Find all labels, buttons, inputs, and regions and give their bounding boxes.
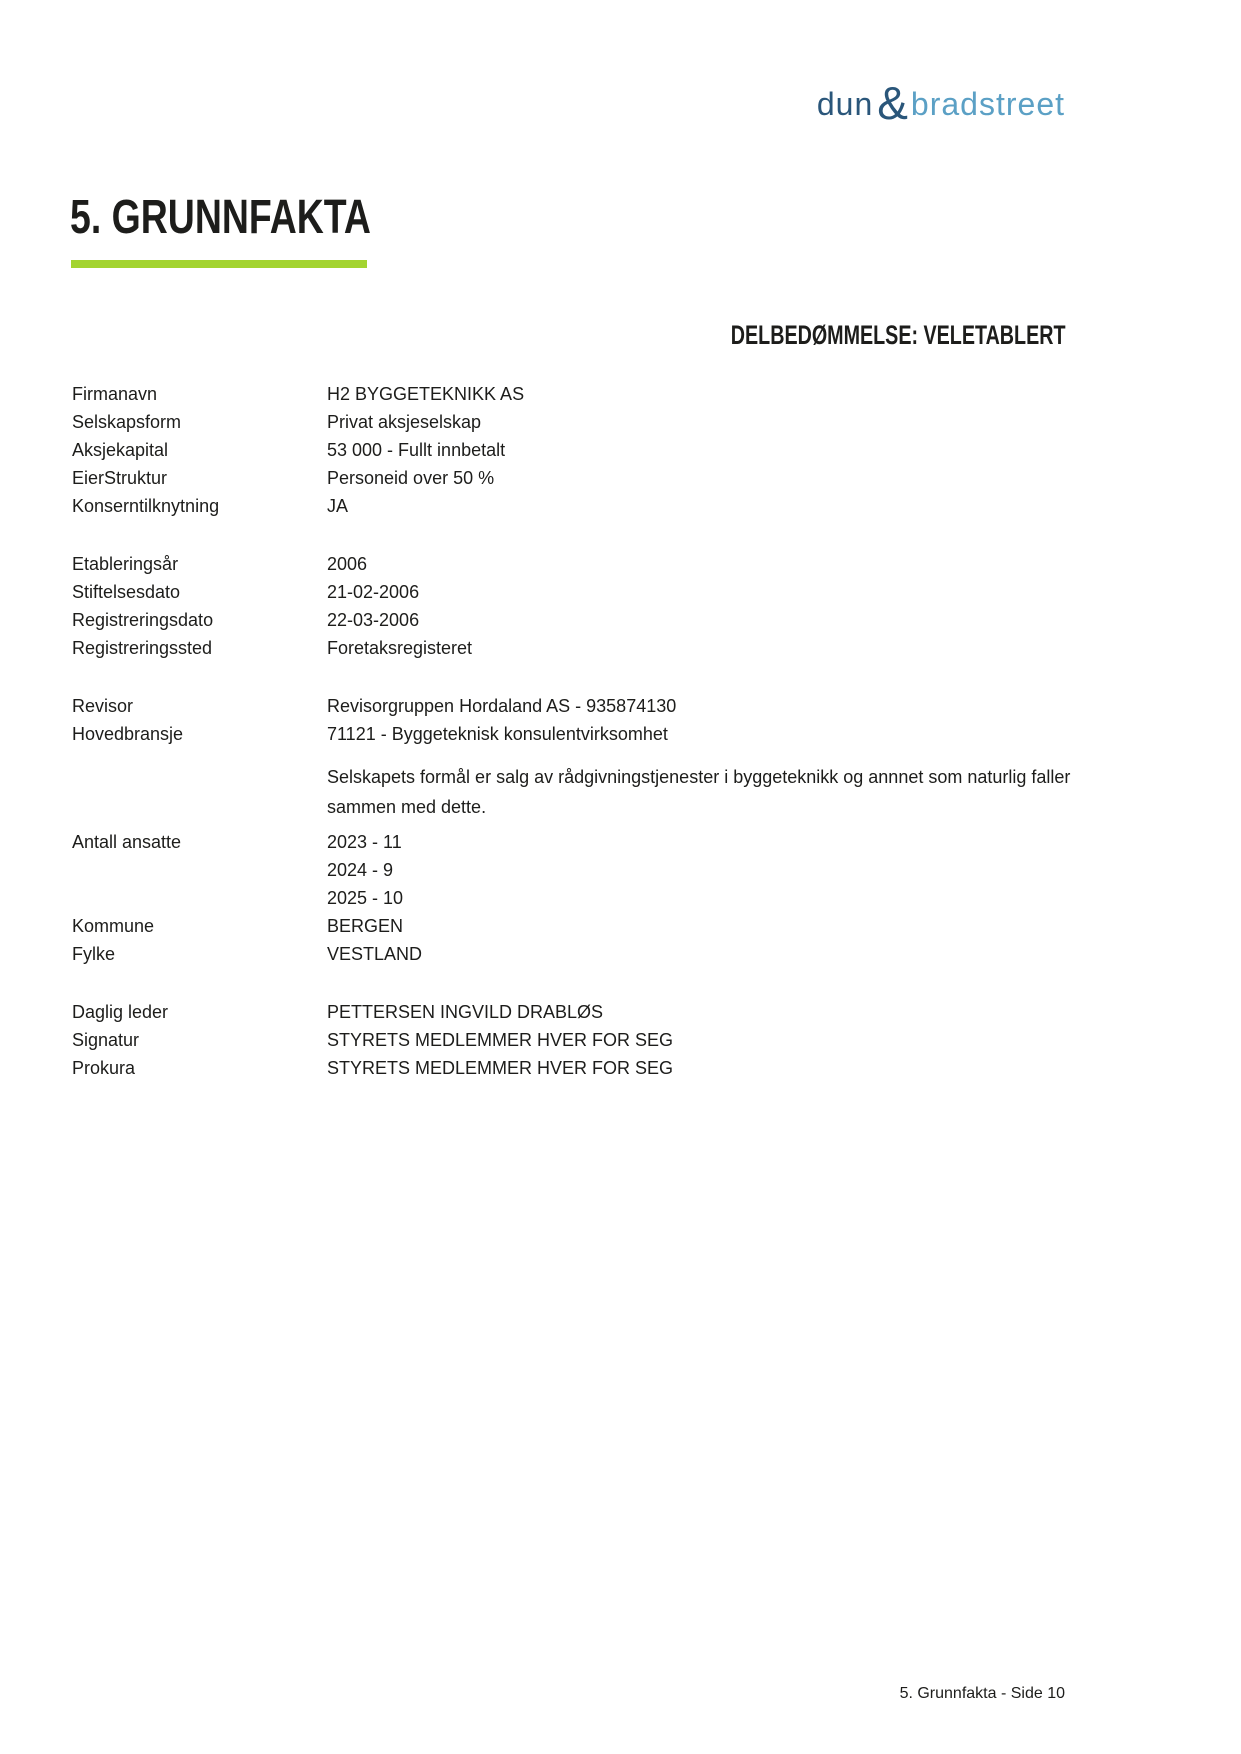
fact-value: Privat aksjeselskap xyxy=(327,412,482,432)
fact-row xyxy=(72,692,1072,720)
fact-value: STYRETS MEDLEMMER HVER FOR SEG xyxy=(327,1058,674,1078)
fact-row xyxy=(72,550,1072,578)
fact-group-business xyxy=(72,692,1072,968)
fact-value: VESTLAND xyxy=(327,944,423,964)
fact-group-company xyxy=(72,380,1072,520)
fact-value: 53 000 - Fullt innbetalt xyxy=(327,440,506,460)
fact-row xyxy=(72,436,1072,464)
fact-value: H2 BYGGETEKNIKK AS xyxy=(327,384,525,404)
fact-label: Stiftelsesdato xyxy=(72,582,181,602)
fact-value: Personeid over 50 % xyxy=(327,468,495,488)
fact-value: Revisorgruppen Hordaland AS - 935874130 xyxy=(327,696,677,716)
fact-label: Prokura xyxy=(72,1058,136,1078)
fact-value: 2006 xyxy=(327,554,368,574)
fact-label: Antall ansatte xyxy=(72,832,182,852)
fact-row xyxy=(72,912,1072,940)
fact-label: Daglig leder xyxy=(72,1002,169,1022)
fact-row xyxy=(72,634,1072,662)
facts-table xyxy=(72,380,1072,1082)
fact-row xyxy=(72,828,1072,912)
fact-label: Hovedbransje xyxy=(72,724,184,744)
fact-row xyxy=(72,492,1072,520)
fact-value: JA xyxy=(327,496,349,516)
employee-count-line: 2023 - 11 xyxy=(327,832,402,852)
fact-row xyxy=(72,720,1072,748)
fact-value: 71121 - Byggeteknisk konsulentvirksomhet xyxy=(327,724,668,744)
dun-bradstreet-logo xyxy=(816,76,1065,129)
fact-label: Firmanavn xyxy=(72,384,158,404)
fact-label: Konserntilknytning xyxy=(72,496,220,516)
fact-label: Signatur xyxy=(72,1030,140,1050)
subassessment-heading: DELBEDØMMELSE: VELETABLERT xyxy=(730,320,1065,350)
fact-label: Etableringsår xyxy=(72,554,179,574)
fact-value: PETTERSEN INGVILD DRABLØS xyxy=(327,1002,604,1022)
page-title: 5. GRUNNFAKTA xyxy=(70,191,371,244)
fact-label: Selskapsform xyxy=(72,412,182,432)
fact-label: Kommune xyxy=(72,916,155,936)
fact-row xyxy=(72,464,1072,492)
fact-row xyxy=(72,998,1072,1026)
fact-label: EierStruktur xyxy=(72,468,168,488)
company-purpose-text: Selskapets formål er salg av rådgivningstjenester i byggeteknikk og annnet som naturlig faller sammen med dette. xyxy=(327,767,1071,817)
fact-group-registration xyxy=(72,550,1072,662)
fact-value: Foretaksregisteret xyxy=(327,638,473,658)
fact-label: Aksjekapital xyxy=(72,440,169,460)
fact-label: Registreringsdato xyxy=(72,610,214,630)
fact-value: 21-02-2006 xyxy=(327,582,420,602)
logo-word-dun: dun xyxy=(816,86,874,122)
fact-value: 22-03-2006 xyxy=(327,610,420,630)
fact-row xyxy=(72,408,1072,436)
fact-label: Registreringssted xyxy=(72,638,213,658)
fact-row xyxy=(72,606,1072,634)
fact-value: STYRETS MEDLEMMER HVER FOR SEG xyxy=(327,1030,674,1050)
ampersand-icon: & xyxy=(877,77,909,129)
fact-value-employees xyxy=(327,828,1072,912)
fact-row xyxy=(72,578,1072,606)
employee-count-line: 2024 - 9 xyxy=(327,860,394,880)
fact-row xyxy=(72,1054,1072,1082)
employee-count-line: 2025 - 10 xyxy=(327,888,404,908)
fact-label: Fylke xyxy=(72,944,116,964)
fact-row xyxy=(72,1026,1072,1054)
page-footer-label: 5. Grunnfakta - Side 10 xyxy=(899,1685,1065,1702)
fact-row xyxy=(72,380,1072,408)
fact-row xyxy=(72,940,1072,968)
green-accent-bar xyxy=(71,260,367,268)
fact-group-management xyxy=(72,998,1072,1082)
fact-label: Revisor xyxy=(72,696,134,716)
logo-word-bradstreet: bradstreet xyxy=(910,86,1065,122)
fact-value: BERGEN xyxy=(327,916,404,936)
